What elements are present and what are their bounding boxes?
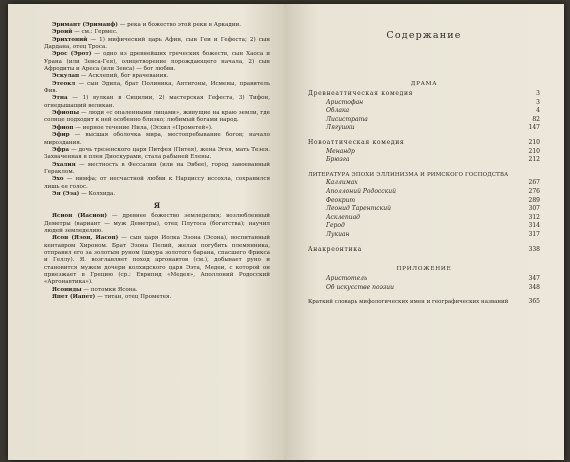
- glossary-entry: [44, 147, 270, 162]
- toc-entry-title: Аристотель: [326, 275, 368, 283]
- toc-page-number: 147: [528, 124, 540, 132]
- glossary-definition: — сын царя Иолка Эзона (Эсона), воспитанный кентавром Хироном. Брат Эзона Пелий, желая погубить племянника, отправил его за золотым руном (шкура золотого барана, спасшего Фрикса и Геллу). Я. возглавляет поход аргонавтов (см.), добывает руно и становится мужем дочери колхидского царя Ээта, Медеи, с которой он приезжает в Грецию (ср.: Еврипид «Медея», Аполлоний Родосский «Аргонавтика»).: [44, 235, 270, 286]
- toc-entry-title: Лукиан: [326, 230, 350, 238]
- toc-page-number: 348: [528, 283, 540, 291]
- glossary-entry: [44, 213, 270, 235]
- toc-entry: [308, 116, 540, 125]
- contents-title: Содержание: [386, 30, 462, 41]
- toc-entry: [308, 179, 540, 188]
- glossary-entries-ya: [44, 213, 270, 301]
- toc-page-number: 347: [528, 275, 540, 283]
- section-heading-drama: ДРАМА: [410, 81, 438, 87]
- glossary-definition: — люди «с опаленными лицами», живущие на краю земли, где солнце подходит к ней особенно близко; любимый богами народ.: [44, 110, 270, 124]
- book-spread: [8, 4, 564, 460]
- toc-page-number: 289: [528, 196, 540, 204]
- glossary-definition: — высшая оболочка мира, местопребывание богов; начало мироздания.: [44, 132, 270, 146]
- glossary-definition: — сын Эдипа, брат Полиника, Антигоны, Исмены, правитель Фив.: [44, 80, 270, 95]
- toc-entry: [308, 205, 540, 214]
- toc-entry-title: Каллимах: [326, 179, 358, 187]
- toc-page-number: 338: [528, 245, 540, 253]
- glossary-headword: Эроий: [52, 29, 73, 36]
- glossary-entry: [44, 162, 270, 177]
- toc-entry-ancient-comedy: [308, 90, 540, 99]
- toc-entry: [308, 148, 540, 157]
- glossary-definition: — титан, отец Прометея.: [95, 294, 172, 301]
- toc-page-number: 3: [536, 98, 540, 106]
- toc-page-number: 276: [528, 187, 540, 195]
- toc-entry-title: ЛИТЕРАТУРА ЭПОХИ ЭЛЛИНИЗМА И РИМСКОГО ГОСПОДСТВА: [308, 171, 509, 178]
- toc-entry-title: Лисистрата: [326, 115, 368, 123]
- glossary-definition: — иерное течение Нила, (Эсхил «Прометей»).: [73, 124, 213, 131]
- toc-entry: [308, 231, 540, 240]
- glossary-entry: [44, 294, 270, 301]
- toc-entry-title: Об искусстве поэзии: [326, 283, 394, 291]
- left-page: [8, 4, 284, 460]
- toc-page-number: 365: [528, 298, 540, 306]
- toc-entry: [308, 284, 540, 293]
- toc-page-number: 317: [528, 230, 540, 238]
- glossary-headword: Эя (Ээа): [52, 190, 80, 197]
- toc-page-number: 307: [528, 205, 540, 213]
- glossary-definition: — см.: Гермес.: [72, 29, 118, 36]
- toc-page-number: 210: [528, 147, 540, 155]
- glossary-headword: Эскулап: [52, 73, 80, 80]
- glossary-entry: [44, 176, 270, 191]
- toc-entry: [308, 275, 540, 284]
- toc-entry-title: Леонид Тарентский: [326, 205, 391, 213]
- toc-entry-title: Краткий словарь мифологических имен и географических названий: [308, 299, 509, 306]
- toc-entry: [308, 188, 540, 197]
- glossary-headword: Эфиопы: [52, 110, 80, 117]
- toc-entry: [308, 99, 540, 108]
- toc-entry-title: Новоаттическая комедия: [308, 138, 405, 146]
- glossary-entry: [44, 287, 270, 294]
- toc-entry: [308, 222, 540, 231]
- toc-entry-anacreontics: [308, 246, 540, 255]
- toc-entry-dictionary: [308, 298, 540, 307]
- glossary-headword: Ясониды: [52, 286, 82, 293]
- glossary-entry: [44, 37, 270, 52]
- glossary-headword: Ясион (Иасион): [52, 213, 108, 220]
- glossary-definition: — местность в Фессалии (или на Эвбее), город завоеванный Гераклом.: [44, 161, 270, 175]
- right-page: [284, 4, 564, 460]
- glossary-entry: [44, 191, 270, 198]
- toc-menander-list: [308, 148, 540, 165]
- glossary-definition: — древнее божество земледелия; возлюбленный Деметры (вариант — муж Деметры), отец Плутоса (богатства); научил людей земледелию.: [44, 213, 271, 234]
- toc-page-number: 312: [528, 213, 540, 221]
- toc-entry-title: Асклепиад: [326, 213, 360, 221]
- glossary-entry: [44, 51, 270, 73]
- glossary-headword: Эримант (Эриманф): [52, 22, 118, 28]
- toc-entry-title: Брюзга: [326, 156, 350, 164]
- glossary-headword: Эхалия: [52, 161, 76, 168]
- glossary-entry: [44, 29, 270, 36]
- toc-entry-title: Анакреонтика: [308, 245, 362, 253]
- glossary-definition: — 1) вулкан в Сицилии, 2) мастерская Гефеста, 3) Тифон, огнедышащий великан.: [44, 95, 270, 109]
- toc-entry-title: Герод: [326, 222, 345, 230]
- toc-entry: [308, 214, 540, 223]
- glossary-headword: Эрос (Эрот): [52, 51, 92, 58]
- table-of-contents: [308, 30, 540, 307]
- glossary-headword: Эфиоп: [52, 124, 74, 131]
- glossary-headword: Ясон (Язон, Иасон): [52, 235, 119, 242]
- toc-page-number: 82: [532, 115, 540, 123]
- letter-heading-ya: Я: [153, 201, 161, 211]
- toc-entry-title: Аполлоний Родосский: [326, 187, 396, 195]
- toc-entry-title: Облака: [326, 107, 350, 115]
- glossary-headword: Эхо: [52, 176, 64, 183]
- section-heading-appendix: ПРИЛОЖЕНИЕ: [396, 266, 452, 273]
- glossary-headword: Эфир: [52, 132, 70, 139]
- toc-entry-title: Аристофан: [326, 98, 364, 106]
- toc-entry-title: Древнеаттическая комедия: [308, 90, 414, 97]
- glossary-entry: [44, 73, 270, 80]
- toc-aristophanes-list: [308, 99, 540, 133]
- toc-entry: [308, 197, 540, 206]
- toc-entry-title: Менандр: [326, 147, 355, 155]
- glossary-headword: Япет (Иапет): [52, 294, 96, 301]
- glossary-definition: — дочь трезенского царя Питфея (Питея), жена Эгея, мать Тезея. Захваченная в плен Диоскурами, стала рабыней Елены.: [44, 146, 270, 161]
- toc-entry-hellenism: [308, 171, 540, 180]
- toc-page-number: 210: [528, 138, 540, 146]
- glossary-headword: Этеокл: [52, 80, 76, 87]
- toc-entry: [308, 124, 540, 133]
- glossary-definition: — Колхида.: [79, 190, 116, 197]
- glossary-definition: — река и божество этой реки в Аркадии.: [117, 22, 242, 28]
- glossary-entry: [44, 110, 270, 125]
- glossary-entry: [44, 81, 270, 96]
- glossary-definition: — одно из древнейших греческих божеств, сын Хаоса и Урана (или Зевса-Гея), олицетворение порождающего начала, 2) сын Афродиты и Ареса (или Зевса) — бог любви.: [44, 51, 270, 73]
- glossary-text: [44, 22, 270, 301]
- glossary-headword: Эфра: [52, 146, 70, 153]
- toc-page-number: 3: [536, 90, 540, 97]
- glossary-entry: [44, 95, 270, 110]
- toc-page-number: 267: [528, 179, 540, 187]
- glossary-headword: Этна: [52, 95, 68, 102]
- toc-appendix-list: [308, 275, 540, 292]
- toc-page-number: 212: [528, 156, 540, 164]
- toc-page-number: 314: [528, 222, 540, 230]
- glossary-entry: [44, 132, 270, 147]
- glossary-headword: Эрихтоний: [52, 36, 88, 43]
- glossary-entries-e: [44, 22, 270, 198]
- glossary-definition: — Асклепий, бог врачевания.: [79, 73, 169, 80]
- toc-entry-new-comedy: [308, 139, 540, 148]
- toc-hellenism-list: [308, 179, 540, 239]
- toc-entry-title: Лягушки: [326, 124, 355, 132]
- toc-entry: [308, 156, 540, 165]
- toc-page-number: 4: [536, 107, 540, 115]
- glossary-definition: — нимфа; от несчастной любви к Нарциссу иссохла, сохранился лишь ее голос.: [44, 176, 270, 190]
- glossary-definition: — потомки Ясона.: [81, 286, 138, 293]
- toc-entry-title: Феокрит: [326, 196, 356, 204]
- glossary-entry: [44, 235, 270, 286]
- glossary-definition: — 1) мифический царь Афин, сын Геи и Гефеста; 2) сын Дардана, отец Троса.: [44, 36, 270, 51]
- toc-entry: [308, 107, 540, 116]
